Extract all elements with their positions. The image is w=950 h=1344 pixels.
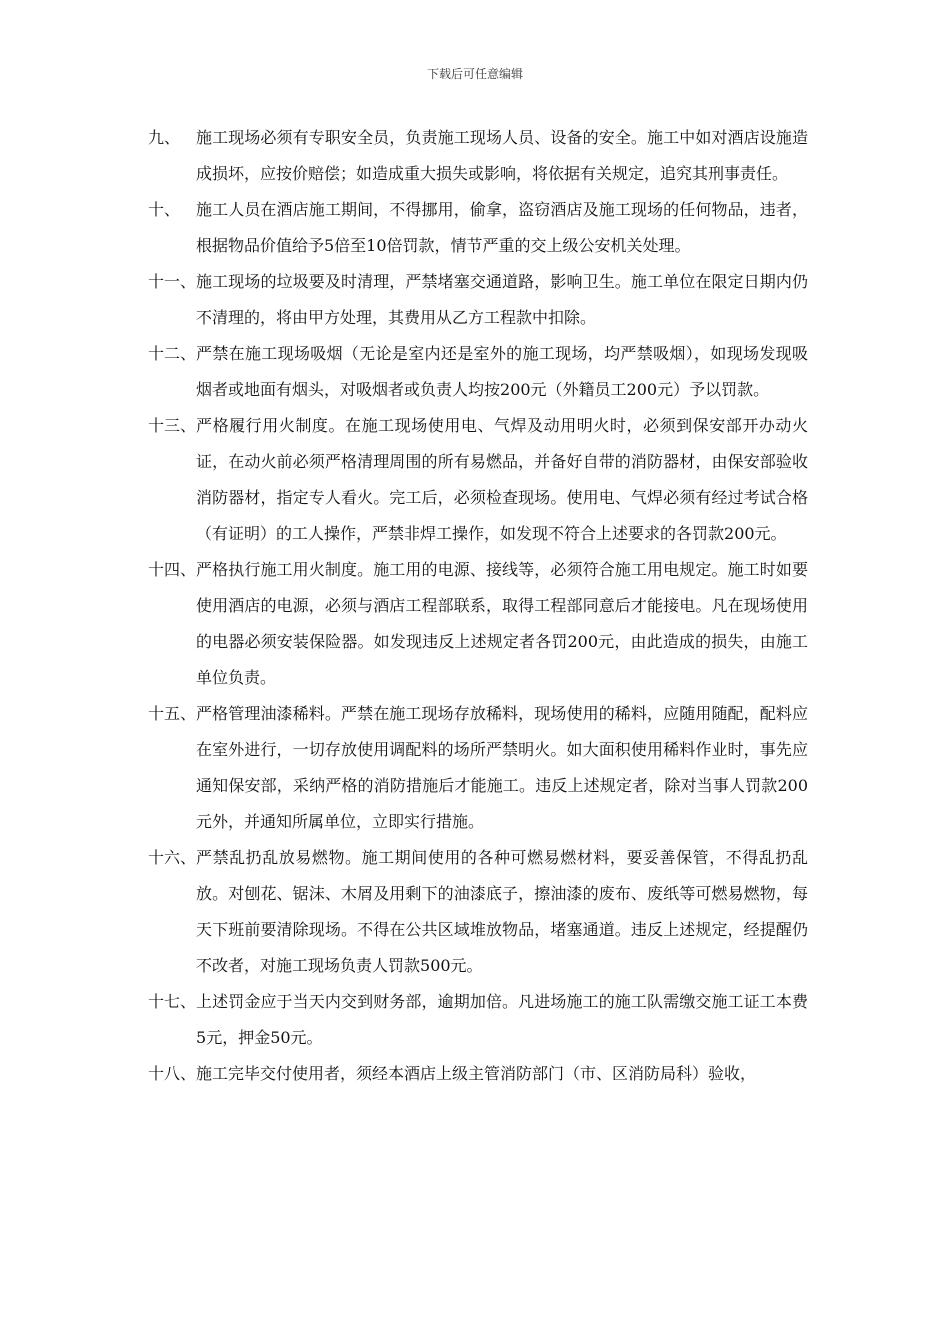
list-item [148,1056,808,1092]
item-number: 十一、 [148,272,197,291]
page-header: 下载后可任意编辑 [426,67,523,81]
item-text: 施工人员在酒店施工期间，不得挪用，偷拿，盗窃酒店及施工现场的任何物品，违者，根据物品价值给予5倍至10倍罚款，情节严重的交上级公安机关处理。 [196,200,808,255]
item-text: 严格履行用火制度。在施工现场使用电、气焊及动用明火时，必须到保安部开办动火证，在动火前必须严格清理周围的所有易燃品，并备好自带的消防器材，由保安部验收消防器材，指定专人看火。完工后，必须检查现场。使用电、气焊必须有经过考试合格（有证明）的工人操作，严禁非焊工操作，如发现不符合上述要求的各罚款200元。 [196,416,808,543]
item-text: 施工现场的垃圾要及时清理，严禁堵塞交通道路，影响卫生。施工单位在限定日期内仍不清理的，将由甲方处理，其费用从乙方工程款中扣除。 [196,272,808,327]
regulation-list [148,120,808,1092]
list-item [148,408,808,552]
item-number: 十八、 [148,1064,197,1083]
item-text: 严禁在施工现场吸烟（无论是室内还是室外的施工现场，均严禁吸烟），如现场发现吸烟者或地面有烟头，对吸烟者或负责人均按200元（外籍员工200元）予以罚款。 [196,344,808,399]
list-item [148,264,808,336]
list-item [148,840,808,984]
item-text: 严禁乱扔乱放易燃物。施工期间使用的各种可燃易燃材料，要妥善保管，不得乱扔乱放。对刨花、锯沫、木屑及用剩下的油漆底子，擦油漆的废布、废纸等可燃易燃物，每天下班前要清除现场。不得在公共区域堆放物品，堵塞通道。违反上述规定，经提醒仍不改者，对施工现场负责人罚款500元。 [196,848,808,975]
list-item [148,336,808,408]
item-number: 九、 [148,128,181,147]
item-text: 严格执行施工用火制度。施工用的电源、接线等，必须符合施工用电规定。施工时如要使用酒店的电源，必须与酒店工程部联系，取得工程部同意后才能接电。凡在现场使用的电器必须安装保险器。如发现违反上述规定者各罚200元，由此造成的损失，由施工单位负责。 [196,560,808,687]
item-number: 十七、 [148,992,197,1011]
item-number: 十六、 [148,848,197,867]
item-number: 十四、 [148,560,197,579]
item-number: 十三、 [148,416,197,435]
item-text: 施工现场必须有专职安全员，负责施工现场人员、设备的安全。施工中如对酒店设施造成损坏，应按价赔偿；如造成重大损失或影响，将依据有关规定，追究其刑事责任。 [196,128,808,183]
item-text: 上述罚金应于当天内交到财务部，逾期加倍。凡进场施工的施工队需缴交施工证工本费5元，押金50元。 [196,992,808,1047]
list-item [148,984,808,1056]
item-number: 十五、 [148,704,197,723]
list-item [148,120,808,192]
list-item [148,552,808,696]
item-number: 十二、 [148,344,197,363]
item-text: 严格管理油漆稀料。严禁在施工现场存放稀料，现场使用的稀料，应随用随配，配料应在室外进行，一切存放使用调配料的场所严禁明火。如大面积使用稀料作业时，事先应通知保安部，采纳严格的消防措施后才能施工。违反上述规定者，除对当事人罚款200元外，并通知所属单位，立即实行措施。 [196,704,808,831]
list-item [148,192,808,264]
list-item [148,696,808,840]
item-text: 施工完毕交付使用者，须经本酒店上级主管消防部门（市、区消防局科）验收， [196,1064,757,1083]
item-number: 十、 [148,200,181,219]
